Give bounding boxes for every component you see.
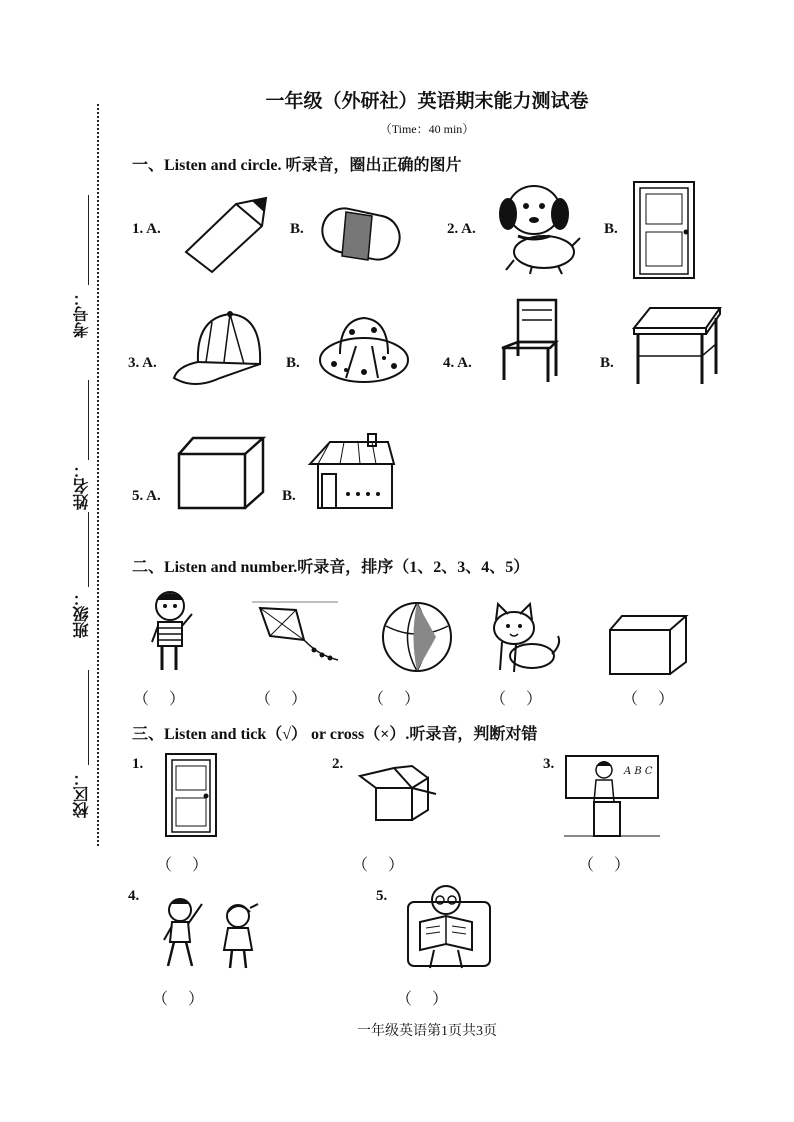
binding-dotted-line xyxy=(97,104,99,846)
answer-blank[interactable]: （ ） xyxy=(368,691,421,708)
cat-icon xyxy=(488,600,564,676)
answer-blank[interactable]: （ ） xyxy=(622,691,675,708)
exam-no-line xyxy=(88,195,89,285)
box-icon xyxy=(175,432,267,512)
house-icon xyxy=(308,434,396,514)
q4-b-label: B. xyxy=(600,355,614,371)
kite-icon xyxy=(252,600,342,670)
answer-blank[interactable]: （ ） xyxy=(152,991,205,1008)
section2-heading: 二、Listen and number.听录音，排序（1、2、3、4、5） xyxy=(132,559,530,576)
q1-a-label: 1. A. xyxy=(132,221,161,237)
pencil-icon xyxy=(178,190,270,272)
answer-blank[interactable]: （ ） xyxy=(255,691,308,708)
answer-blank[interactable]: （ ） xyxy=(490,691,543,708)
q5-a-label: 5. A. xyxy=(132,488,161,504)
section3-heading: 三、Listen and tick（√） or cross（×）.听录音，判断对错 xyxy=(132,726,538,743)
box-icon xyxy=(606,612,690,678)
children-icon xyxy=(158,894,270,972)
door-icon xyxy=(630,178,700,280)
answer-blank[interactable]: （ ） xyxy=(133,691,186,708)
q3-a-label: 3. A. xyxy=(128,355,157,371)
campus-line xyxy=(88,670,89,765)
class-line xyxy=(88,512,89,587)
q4-number: 4. xyxy=(128,888,140,904)
q3-number: 3. xyxy=(543,756,555,772)
class-label: 班级： xyxy=(72,590,91,638)
name-line xyxy=(88,380,89,460)
door-icon xyxy=(160,752,220,838)
section1-heading: 一、Listen and circle. 听录音，圈出正确的图片 xyxy=(132,157,462,174)
q2-number: 2. xyxy=(332,756,344,772)
page-footer: 一年级英语第1页共3页 xyxy=(357,1024,497,1039)
answer-blank[interactable]: （ ） xyxy=(156,857,209,874)
open-box-icon xyxy=(356,764,438,824)
desk-icon xyxy=(630,298,724,388)
answer-blank[interactable]: （ ） xyxy=(578,857,631,874)
campus-label: 校区： xyxy=(72,770,91,818)
dog-icon xyxy=(492,180,582,275)
teacher-icon xyxy=(562,752,662,838)
grandpa-reading-icon xyxy=(406,880,492,972)
eraser-icon xyxy=(318,200,404,266)
q1-b-label: B. xyxy=(290,221,304,237)
time-subtitle: （Time：40 min） xyxy=(379,122,475,136)
exam-no-label: 考号： xyxy=(72,290,91,338)
q3-b-label: B. xyxy=(286,355,300,371)
q5-b-label: B. xyxy=(282,488,296,504)
q2-a-label: 2. A. xyxy=(447,221,476,237)
q1-number: 1. xyxy=(132,756,144,772)
boy-icon xyxy=(148,586,200,674)
ball-icon xyxy=(380,600,454,674)
page-title: 一年级（外研社）英语期末能力测试卷 xyxy=(265,91,589,112)
chair-icon xyxy=(494,296,568,386)
hat-icon xyxy=(316,306,412,392)
answer-blank[interactable]: （ ） xyxy=(396,991,449,1008)
answer-blank[interactable]: （ ） xyxy=(352,857,405,874)
name-label: 姓名： xyxy=(72,462,91,510)
q5-number: 5. xyxy=(376,888,388,904)
q2-b-label: B. xyxy=(604,221,618,237)
cap-icon xyxy=(172,304,266,392)
board-text: A B C xyxy=(624,766,653,777)
q4-a-label: 4. A. xyxy=(443,355,472,371)
